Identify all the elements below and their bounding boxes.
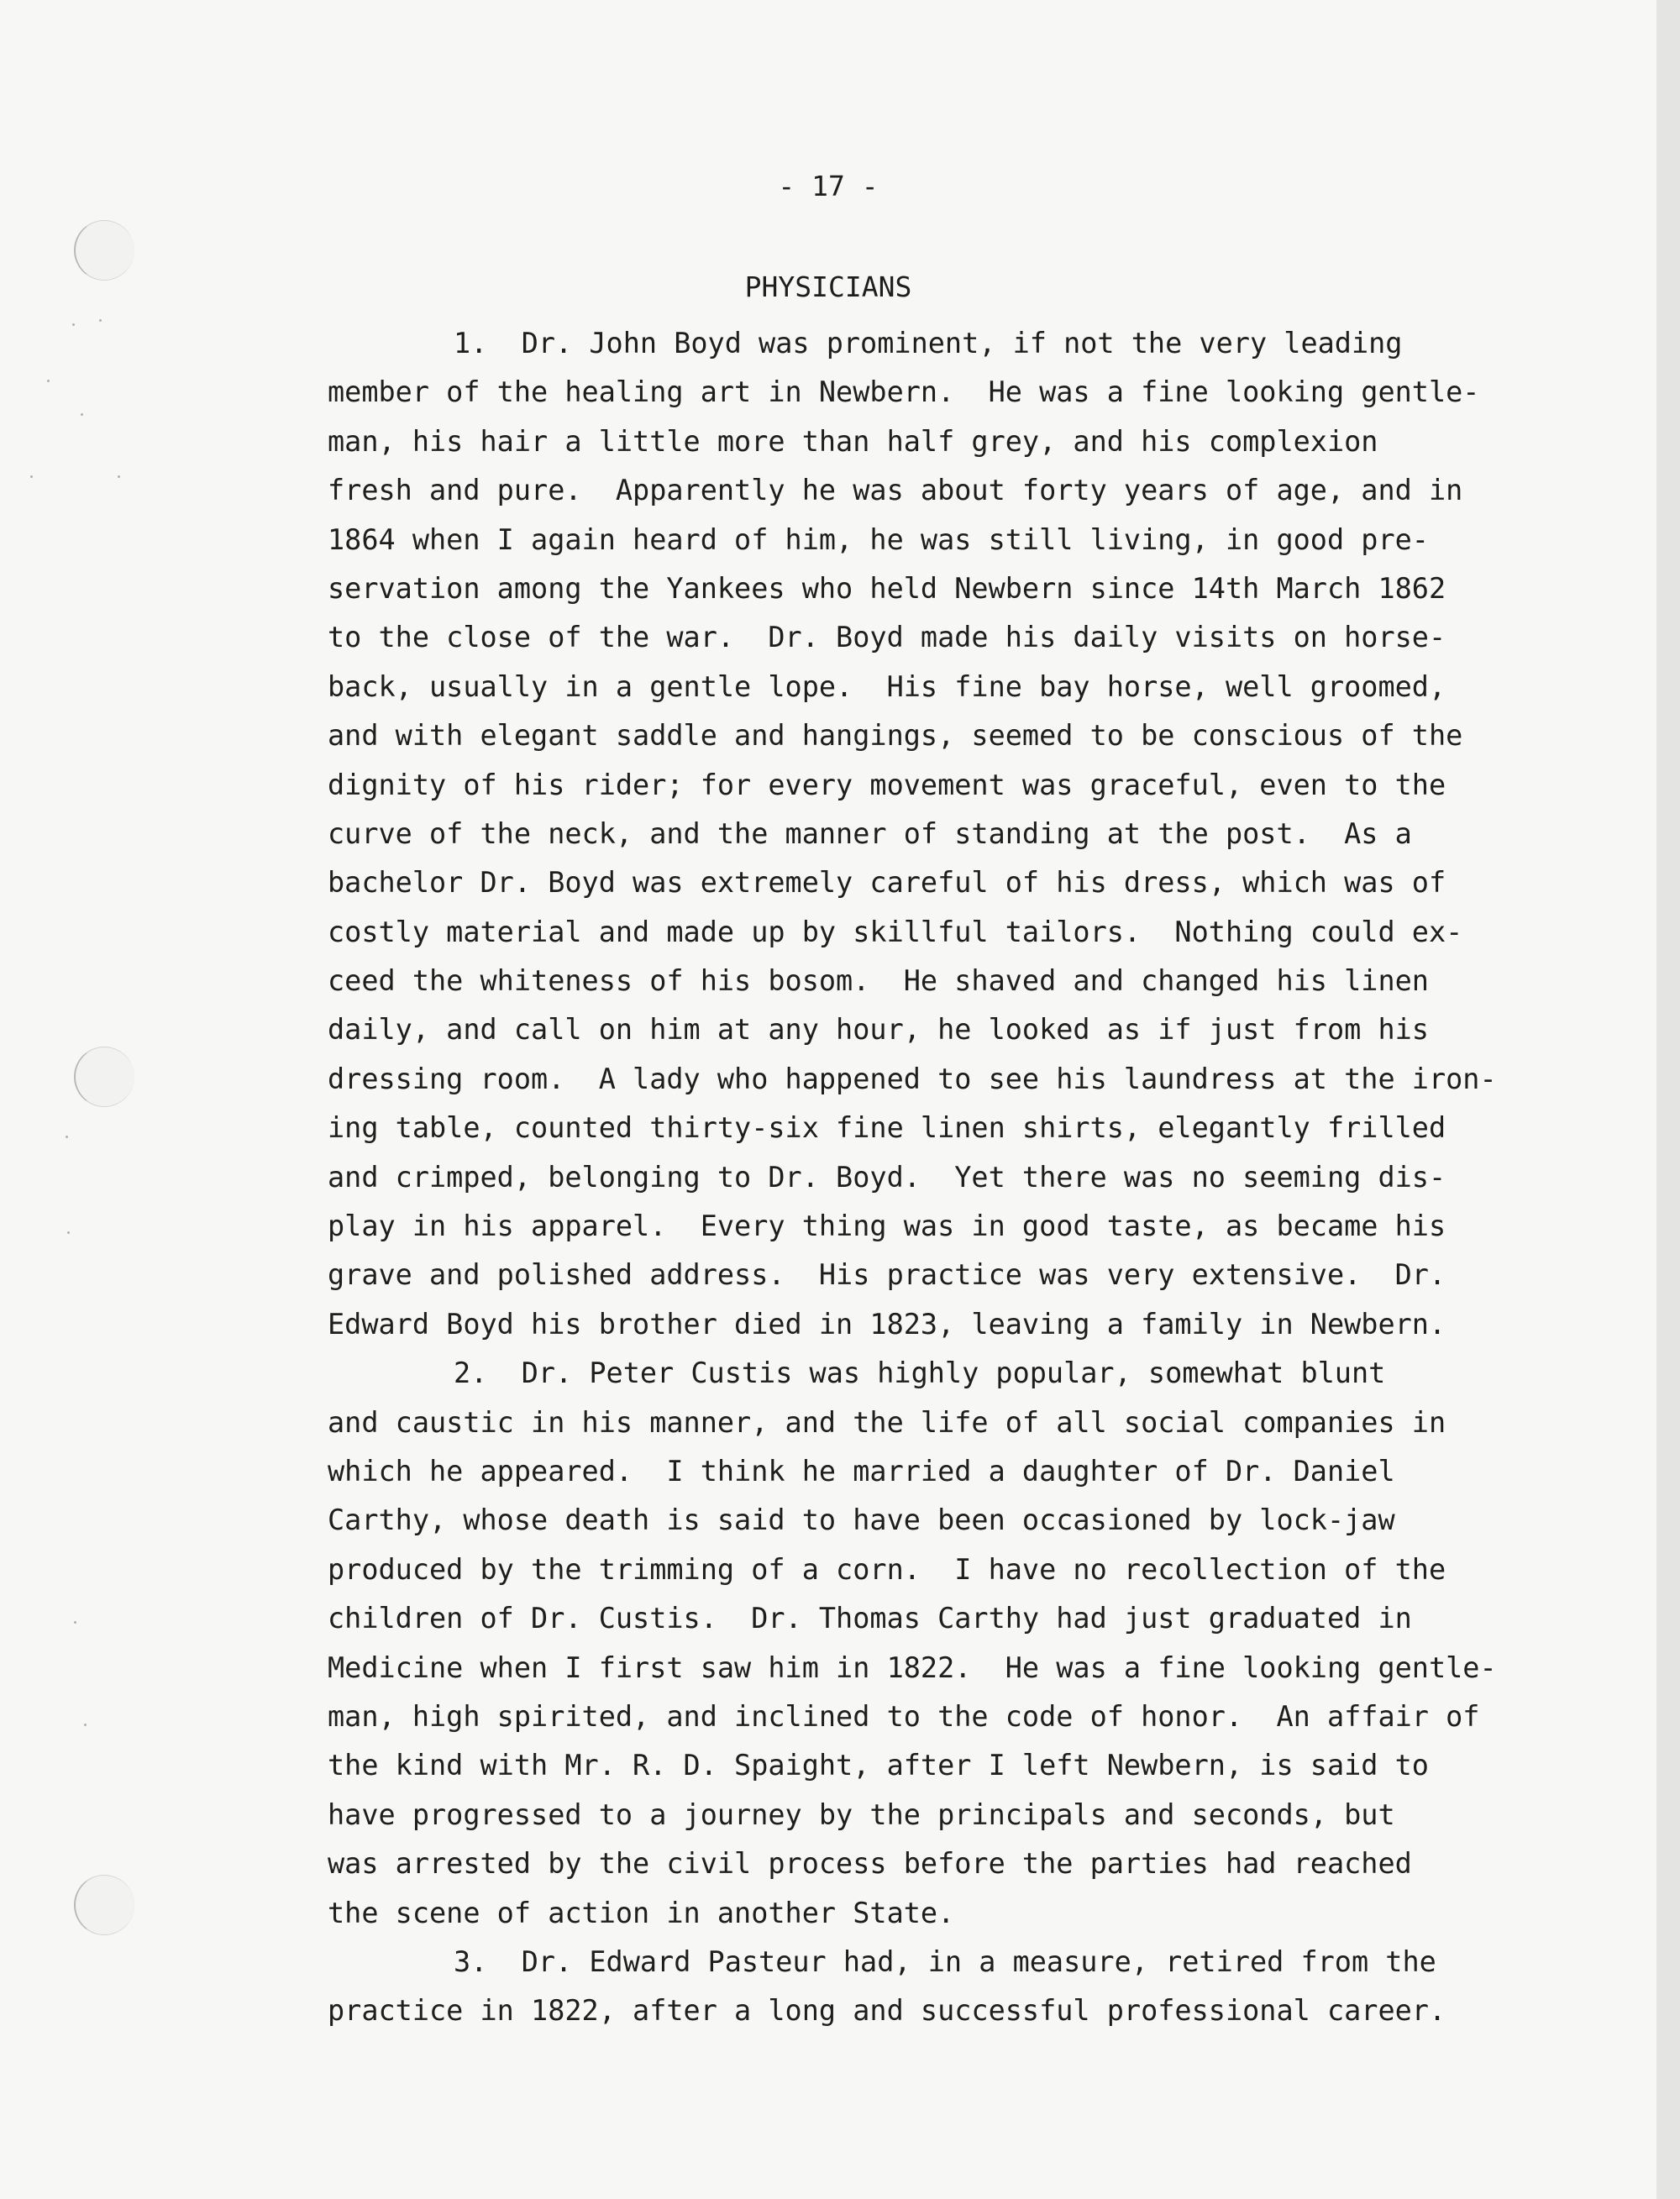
- punch-hole-middle: [74, 1047, 134, 1107]
- paragraph-line: grave and polished address. His practice was very extensive. Dr.: [328, 1258, 1446, 1292]
- paragraph-line: and with elegant saddle and hangings, seemed to be conscious of the: [328, 719, 1463, 753]
- paper-speck: [81, 413, 83, 416]
- paragraph-line: fresh and pure. Apparently he was about forty years of age, and in: [328, 474, 1463, 507]
- paper-speck: [30, 475, 33, 478]
- paper-speck: [66, 1136, 68, 1138]
- punch-hole-bottom: [74, 1875, 134, 1935]
- scan-edge: [1656, 0, 1680, 2199]
- paragraph-line: Edward Boyd his brother died in 1823, leaving a family in Newbern.: [328, 1307, 1446, 1341]
- paragraph-number: 3.: [454, 1944, 488, 1978]
- paragraph-line: produced by the trimming of a corn. I have no recollection of the: [328, 1552, 1446, 1586]
- document-body: [328, 319, 1497, 2036]
- paragraph-line: dignity of his rider; for every movement was graceful, even to the: [328, 768, 1446, 801]
- paragraph-line: ing table, counted thirty-six fine linen shirts, elegantly frilled: [328, 1111, 1446, 1145]
- paragraph-line: and crimped, belonging to Dr. Boyd. Yet there was no seeming dis-: [328, 1160, 1446, 1194]
- paragraph-line: daily, and call on him at any hour, he looked as if just from his: [328, 1013, 1429, 1047]
- paragraph-line: have progressed to a journey by the principals and seconds, but: [328, 1798, 1395, 1831]
- paragraph-line: dressing room. A lady who happened to see his laundress at the iron-: [328, 1062, 1497, 1095]
- paragraph-number: 2.: [454, 1357, 488, 1390]
- section-heading: PHYSICIANS: [744, 270, 912, 303]
- paragraph-line: 1864 when I again heard of him, he was still living, in good pre-: [328, 522, 1429, 556]
- paragraph-line: ceed the whiteness of his bosom. He shaved and changed his linen: [328, 964, 1429, 998]
- paragraph-first-line: [328, 1349, 1478, 1398]
- paragraph-line: the kind with Mr. R. D. Spaight, after I left Newbern, is said to: [328, 1749, 1429, 1782]
- paragraph-line: practice in 1822, after a long and successful professional career.: [328, 1994, 1446, 2028]
- paragraph-line: which he appeared. I think he married a daughter of Dr. Daniel: [328, 1454, 1395, 1488]
- paragraph-line: costly material and made up by skillful tailors. Nothing could ex-: [328, 915, 1463, 948]
- paragraph-line: to the close of the war. Dr. Boyd made his daily visits on horse-: [328, 621, 1446, 654]
- paragraph-line: member of the healing art in Newbern. He was a fine looking gentle-: [328, 375, 1480, 409]
- paragraph-line: curve of the neck, and the manner of standing at the post. As a: [328, 816, 1412, 850]
- paragraph-line: man, high spirited, and inclined to the code of honor. An affair of: [328, 1699, 1480, 1733]
- paper-speck: [67, 1231, 70, 1234]
- paragraph-line-text: Dr. Edward Pasteur had, in a measure, retired from the: [521, 1944, 1436, 1978]
- paragraph-line: bachelor Dr. Boyd was extremely careful of his dress, which was of: [328, 866, 1446, 900]
- paragraph-line: back, usually in a gentle lope. His fine bay horse, well groomed,: [328, 669, 1446, 703]
- paragraph-line: play in his apparel. Every thing was in good taste, as became his: [328, 1210, 1446, 1243]
- paper-speck: [72, 323, 75, 326]
- paragraph-line: man, his hair a little more than half grey, and his complexion: [328, 424, 1378, 458]
- paper-speck: [74, 1621, 76, 1624]
- paragraph-first-line: [328, 319, 1478, 368]
- paragraph-number: 1.: [454, 327, 488, 360]
- paragraph-first-line: [328, 1938, 1478, 1986]
- paragraph-line: and caustic in his manner, and the life of all social companies in: [328, 1405, 1446, 1439]
- paragraph-line: was arrested by the civil process before the parties had reached: [328, 1847, 1412, 1881]
- paper-speck: [84, 1724, 87, 1726]
- page-number: - 17 -: [778, 170, 879, 202]
- paragraph-line-text: Dr. Peter Custis was highly popular, somewhat blunt: [521, 1357, 1386, 1390]
- paragraph-line: the scene of action in another State.: [328, 1896, 955, 1929]
- paragraph-line-text: Dr. John Boyd was prominent, if not the very leading: [521, 327, 1403, 360]
- paragraph-line: Carthy, whose death is said to have been occasioned by lock-jaw: [328, 1504, 1395, 1537]
- paper-speck: [118, 475, 120, 478]
- paper-speck: [99, 319, 102, 322]
- paragraph-line: children of Dr. Custis. Dr. Thomas Carthy had just graduated in: [328, 1602, 1412, 1635]
- paper-speck: [47, 380, 50, 382]
- paragraph-line: servation among the Yankees who held Newbern since 14th March 1862: [328, 571, 1446, 605]
- paragraph-line: Medicine when I first saw him in 1822. He was a fine looking gentle-: [328, 1651, 1497, 1684]
